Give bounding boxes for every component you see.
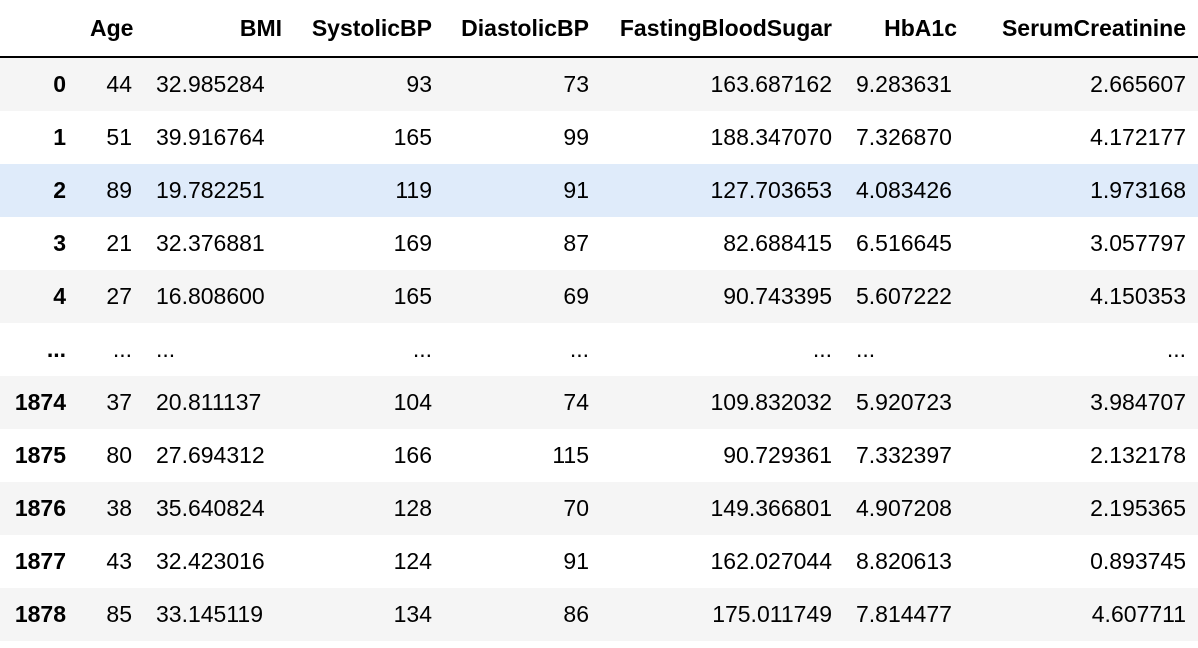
table-cell: 127.703653 xyxy=(710,177,832,203)
table-cell: 21 xyxy=(106,230,132,256)
table-cell: 32.985284 xyxy=(156,71,265,97)
table-cell: 3.984707 xyxy=(1090,389,1186,415)
row-index: ... xyxy=(46,336,66,362)
table-row xyxy=(0,429,1198,482)
table-cell: 2.132178 xyxy=(1090,442,1186,468)
table-cell: 119 xyxy=(395,177,432,203)
table-row xyxy=(0,535,1198,588)
header-index xyxy=(0,0,78,57)
table-cell: 188.347070 xyxy=(710,124,832,150)
row-index: 4 xyxy=(53,283,66,309)
table-cell: 163.687162 xyxy=(710,71,832,97)
table-cell: 134 xyxy=(393,601,432,627)
table-cell: 162.027044 xyxy=(710,548,832,574)
table-cell: ... xyxy=(412,336,432,362)
table-cell: 27.694312 xyxy=(156,442,265,468)
table-cell: 2.665607 xyxy=(1090,71,1186,97)
table-cell: 4.172177 xyxy=(1090,124,1186,150)
table-cell: 4.607711 xyxy=(1091,601,1186,627)
table-cell: 91 xyxy=(563,548,589,574)
header-bmi: BMI xyxy=(144,0,294,57)
table-cell: 175.011749 xyxy=(712,601,832,627)
row-index: 1 xyxy=(53,124,66,150)
table-cell: ... xyxy=(112,336,132,362)
table-cell: 5.607222 xyxy=(856,283,952,309)
table-cell: 7.814477 xyxy=(856,601,952,627)
table-cell: 86 xyxy=(563,601,589,627)
header-fastingbloodsugar: FastingBloodSugar xyxy=(601,0,844,57)
table-cell: ... xyxy=(812,336,832,362)
table-cell: ... xyxy=(156,336,176,362)
table-row xyxy=(0,323,1198,376)
table-cell: 90.743395 xyxy=(723,283,832,309)
header-systolicbp: SystolicBP xyxy=(294,0,444,57)
table-cell: 20.811137 xyxy=(156,389,262,415)
table-cell: 6.516645 xyxy=(856,230,952,256)
table-row xyxy=(0,270,1198,323)
table-cell: 69 xyxy=(563,283,589,309)
table-cell: 33.145119 xyxy=(156,601,264,627)
table-cell: 115 xyxy=(552,442,589,468)
table-row xyxy=(0,111,1198,164)
table-cell: 90.729361 xyxy=(723,442,832,468)
table-cell: 87 xyxy=(563,230,589,256)
table-cell: 2.195365 xyxy=(1090,495,1186,521)
table-cell: 82.688415 xyxy=(723,230,832,256)
table-row xyxy=(0,217,1198,270)
table-cell: 89 xyxy=(106,177,132,203)
header-serumcreatinine: SerumCreatinine xyxy=(969,0,1198,57)
table-cell: 32.376881 xyxy=(156,230,265,256)
table-cell: 7.326870 xyxy=(856,124,952,150)
table-cell: 37 xyxy=(106,389,132,415)
table-cell: 4.907208 xyxy=(856,495,952,521)
table-cell: 9.283631 xyxy=(856,71,952,97)
table-cell: 51 xyxy=(106,124,132,150)
table-cell: 0.893745 xyxy=(1090,548,1186,574)
table-row xyxy=(0,164,1198,217)
table-cell: 44 xyxy=(106,71,132,97)
table-cell: ... xyxy=(569,336,589,362)
table-cell: 35.640824 xyxy=(156,495,265,521)
table-row xyxy=(0,482,1198,535)
table-cell: 166 xyxy=(393,442,432,468)
header-age: Age xyxy=(78,0,144,57)
table-cell: 149.366801 xyxy=(710,495,832,521)
row-index: 1877 xyxy=(14,548,66,574)
table-header xyxy=(0,0,1198,57)
table-cell: 99 xyxy=(563,124,589,150)
table-cell: 165 xyxy=(393,124,432,150)
table-cell: 169 xyxy=(393,230,432,256)
table-row xyxy=(0,588,1198,641)
table-row xyxy=(0,376,1198,429)
table-cell: ... xyxy=(1166,336,1186,362)
table-cell: 19.782251 xyxy=(156,177,265,203)
table-cell: 104 xyxy=(393,389,432,415)
table-cell: 39.916764 xyxy=(156,124,265,150)
table-cell: 27 xyxy=(106,283,132,309)
row-index: 1874 xyxy=(14,389,66,415)
table-row xyxy=(0,57,1198,111)
table-cell: 43 xyxy=(106,548,132,574)
table-cell: 7.332397 xyxy=(856,442,952,468)
table-cell: 32.423016 xyxy=(156,548,265,574)
table-cell: 73 xyxy=(563,71,589,97)
row-index: 2 xyxy=(53,177,66,203)
table-cell: 4.150353 xyxy=(1090,283,1186,309)
table-cell: 109.832032 xyxy=(710,389,832,415)
table-cell: 3.057797 xyxy=(1090,230,1186,256)
table-cell: 16.808600 xyxy=(156,283,265,309)
table-cell: 74 xyxy=(563,389,589,415)
row-index: 0 xyxy=(53,71,66,97)
table-cell: ... xyxy=(856,336,876,362)
row-index: 1875 xyxy=(14,442,66,468)
table-cell: 128 xyxy=(393,495,432,521)
header-diastolicbp: DiastolicBP xyxy=(444,0,601,57)
table-cell: 4.083426 xyxy=(856,177,952,203)
table-cell: 80 xyxy=(106,442,132,468)
table-cell: 1.973168 xyxy=(1090,177,1186,203)
row-index: 1878 xyxy=(14,601,66,627)
row-index: 3 xyxy=(53,230,66,256)
table-body xyxy=(0,57,1198,641)
table-cell: 124 xyxy=(393,548,432,574)
header-row xyxy=(0,0,1198,57)
table-cell: 8.820613 xyxy=(856,548,952,574)
header-hba1c: HbA1c xyxy=(844,0,969,57)
table-cell: 91 xyxy=(563,177,589,203)
table-cell: 38 xyxy=(106,495,132,521)
table-cell: 5.920723 xyxy=(856,389,952,415)
table-cell: 165 xyxy=(393,283,432,309)
table-cell: 93 xyxy=(406,71,432,97)
table-cell: 85 xyxy=(106,601,132,627)
row-index: 1876 xyxy=(14,495,66,521)
table-cell: 70 xyxy=(563,495,589,521)
